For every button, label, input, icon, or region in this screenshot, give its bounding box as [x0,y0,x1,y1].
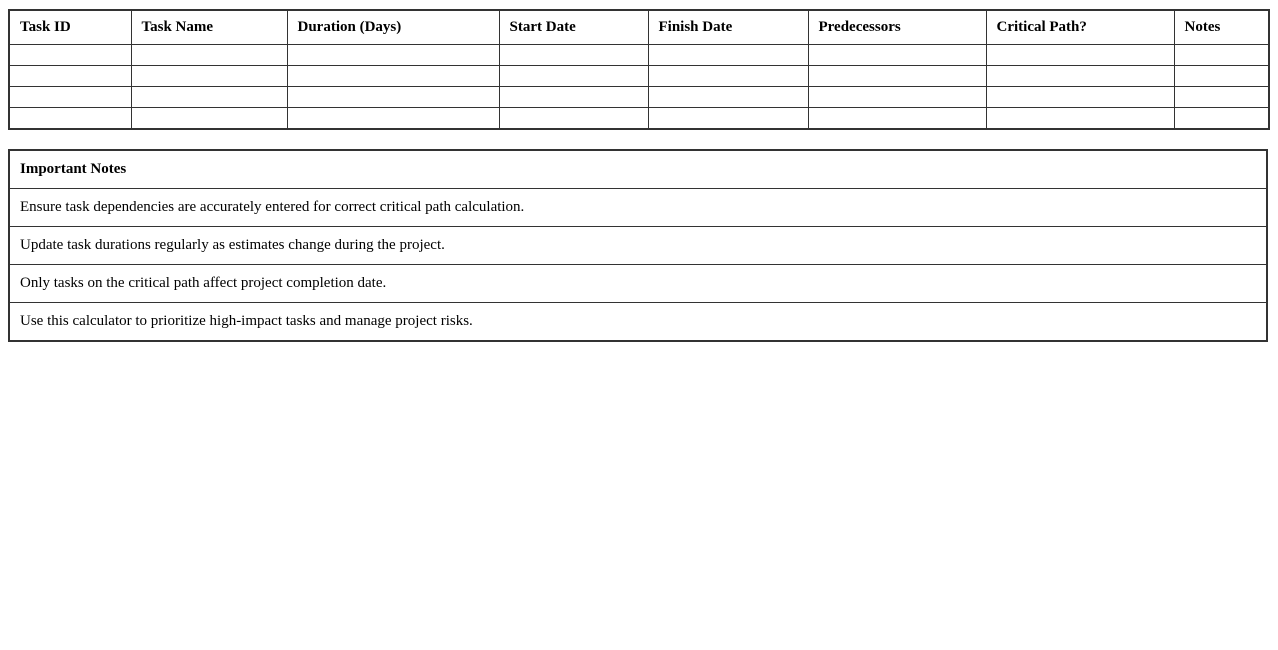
column-header-notes: Notes [1174,10,1269,45]
empty-cell [1174,45,1269,66]
note-text: Use this calculator to prioritize high-impact tasks and manage project risks. [9,303,1267,342]
empty-cell [648,66,808,87]
empty-cell [9,87,131,108]
empty-task-row [9,108,1269,130]
empty-cell [648,108,808,130]
note-row [9,189,1267,227]
note-text: Ensure task dependencies are accurately entered for correct critical path calculation. [9,189,1267,227]
empty-cell [287,66,499,87]
empty-cell [9,108,131,130]
empty-cell [648,45,808,66]
empty-cell [499,108,648,130]
task-table [8,9,1270,130]
empty-cell [1174,87,1269,108]
empty-cell [131,66,287,87]
empty-cell [986,45,1174,66]
empty-cell [287,108,499,130]
empty-cell [808,45,986,66]
note-row [9,303,1267,342]
column-header-predecessors: Predecessors [808,10,986,45]
empty-task-row [9,87,1269,108]
empty-cell [1174,66,1269,87]
empty-cell [808,108,986,130]
notes-table-title: Important Notes [9,150,1267,189]
column-header-task-name: Task Name [131,10,287,45]
empty-cell [808,87,986,108]
empty-cell [287,87,499,108]
empty-cell [131,45,287,66]
note-row [9,227,1267,265]
task-table-header-row [9,10,1269,45]
notes-table [8,149,1268,342]
empty-cell [499,45,648,66]
empty-cell [648,87,808,108]
empty-cell [9,45,131,66]
empty-task-row [9,45,1269,66]
empty-cell [499,87,648,108]
empty-cell [287,45,499,66]
empty-cell [499,66,648,87]
column-header-duration: Duration (Days) [287,10,499,45]
empty-cell [986,108,1174,130]
notes-header-row [9,150,1267,189]
empty-cell [808,66,986,87]
empty-cell [9,66,131,87]
empty-task-row [9,66,1269,87]
empty-cell [131,108,287,130]
note-text: Update task durations regularly as estimates change during the project. [9,227,1267,265]
column-header-critical-path: Critical Path? [986,10,1174,45]
empty-cell [986,87,1174,108]
empty-cell [131,87,287,108]
column-header-finish-date: Finish Date [648,10,808,45]
empty-cell [1174,108,1269,130]
column-header-start-date: Start Date [499,10,648,45]
note-text: Only tasks on the critical path affect project completion date. [9,265,1267,303]
column-header-task-id: Task ID [9,10,131,45]
note-row [9,265,1267,303]
empty-cell [986,66,1174,87]
